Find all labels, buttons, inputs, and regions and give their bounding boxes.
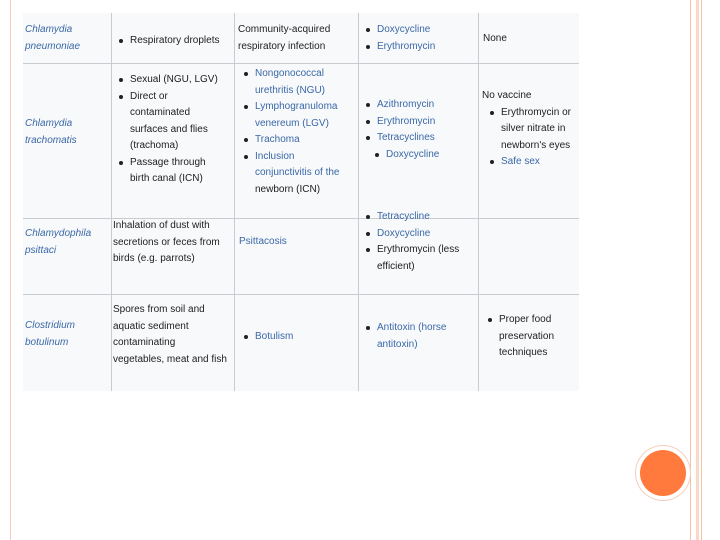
- list-item: Inclusion conjunctivitis of the newborn (ICN): [244, 149, 340, 199]
- transmission-cell: [119, 72, 218, 188]
- pathogen-table-image: [23, 13, 579, 391]
- prevention-cell: None: [483, 33, 507, 44]
- treatment-cell: Doxycycline Erythromycin: [366, 22, 435, 55]
- treatment-cell: Tetracycline Doxycycline Erythromycin (less efficient): [366, 209, 459, 275]
- transmission-cell: Inhalation of dust with secretions or feces from birds (e.g. parrots): [113, 220, 220, 264]
- column-divider: [111, 13, 112, 391]
- list-item: Nongonococcal urethritis (NGU): [244, 66, 340, 99]
- slide-left-border: [10, 0, 11, 540]
- organism-name: Chlamydia trachomatis: [25, 118, 77, 146]
- prevention-cell: No vaccine Erythromycin or silver nitrate in newborn's eyes Safe sex: [482, 88, 571, 171]
- prevention-cell: Proper food preservation techniques: [488, 312, 554, 362]
- slide-right-rule: [701, 0, 702, 540]
- organism-name: Chlamydia pneumoniae: [25, 24, 81, 52]
- diseases-cell: Botulism: [244, 329, 293, 346]
- diseases-cell: Community-acquired respiratory infection: [238, 24, 331, 52]
- list-item: Passage through birth canal (ICN): [119, 155, 218, 188]
- list-item: Lymphogranuloma venereum (LGV): [244, 99, 340, 132]
- list-item: Safe sex: [490, 154, 571, 171]
- column-divider: [478, 13, 479, 391]
- list-item: Sexual (NGU, LGV): [119, 72, 218, 89]
- treatment-cell: Antitoxin (horse antitoxin): [366, 320, 446, 353]
- table-row: [23, 218, 579, 295]
- transmission-cell: Respiratory droplets: [119, 33, 219, 50]
- list-item: Erythromycin or silver nitrate in newborn's eyes: [490, 105, 571, 155]
- organism-name: Clostridium botulinum: [25, 320, 76, 348]
- transmission-cell: Spores from soil and aquatic sediment contaminating vegetables, meat and fish: [113, 304, 227, 365]
- decorative-orange-circle: [640, 450, 686, 496]
- diseases-cell: [244, 66, 340, 198]
- slide-right-rule: [690, 0, 691, 540]
- column-divider: [234, 13, 235, 391]
- treatment-cell: Azithromycin Erythromycin Tetracyclines Doxycycline: [366, 97, 439, 163]
- slide-right-rule: [696, 0, 699, 540]
- diseases-cell: Psittacosis: [239, 236, 287, 247]
- list-item: Direct or contaminated surfaces and flies (trachoma): [119, 89, 218, 155]
- organism-name: Chlamydophila psittaci: [25, 228, 92, 256]
- column-divider: [358, 13, 359, 391]
- list-item: Trachoma: [244, 132, 340, 149]
